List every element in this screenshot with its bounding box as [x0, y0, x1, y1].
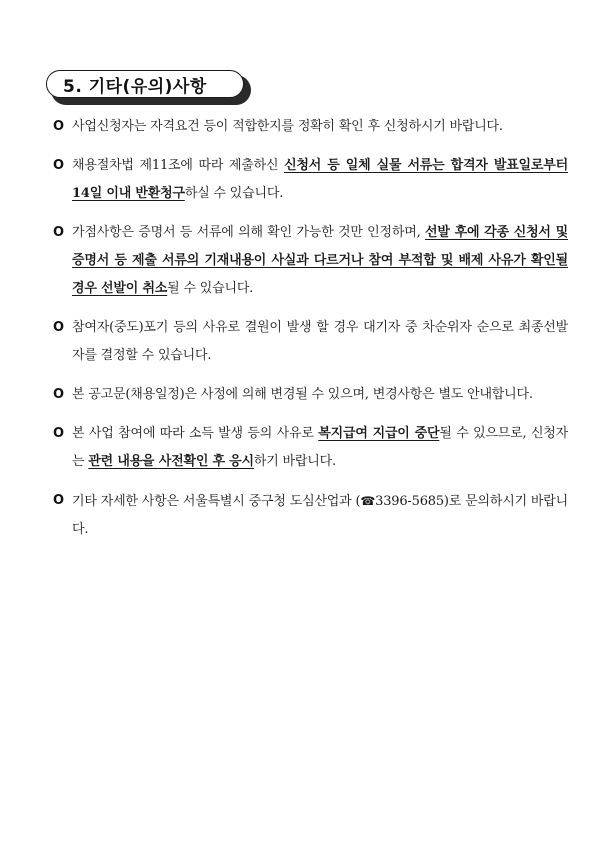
list-item [48, 219, 568, 303]
circle-bullet-icon: O [53, 426, 65, 441]
item-text: 기타 자세한 사항은 서울특별시 중구청 도심산업과 (☎3396-5685)로 문의하시기 바랍니다. [72, 487, 568, 544]
emphasis-text: 신청서 등 일체 실물 서류는 합격자 발표일로부터 14일 이내 반환청구 [72, 158, 568, 201]
phone-number: 3396-5685 [375, 494, 444, 509]
circle-bullet-icon: O [53, 225, 65, 240]
list-item [48, 113, 568, 141]
list-item [48, 381, 568, 409]
circle-bullet-icon: O [53, 387, 65, 402]
notice-list [48, 113, 568, 555]
item-text: 본 사업 참여에 따라 소득 발생 등의 사유로 복지급여 지급이 중단될 수 있으므로, 신청자는 관련 내용을 사전확인 후 응시하기 바랍니다. [72, 426, 569, 469]
circle-bullet-icon: O [53, 119, 65, 134]
list-item [48, 420, 568, 476]
list-item [48, 152, 568, 208]
item-text: 가점사항은 증명서 등 서류에 의해 확인 가능한 것만 인정하며, 선발 후에 각종 신청서 및 증명서 등 제출 서류의 기재내용이 사실과 다르거나 참여 부적합 및 배제 사유가 확인될 경우 선발이 취소될 수 있습니다. [72, 225, 569, 296]
section-title: 5. 기타(유의)사항 [46, 70, 244, 98]
circle-bullet-icon: O [53, 320, 65, 335]
item-text: 참여자(중도)포기 등의 사유로 결원이 발생 할 경우 대기자 중 차순위자 순으로 최종선발자를 결정할 수 있습니다. [72, 320, 568, 363]
list-item [48, 487, 568, 544]
circle-bullet-icon: O [53, 158, 65, 173]
phone-icon: ☎ [360, 494, 376, 508]
emphasis-text: 관련 내용을 사전확인 후 응시 [88, 454, 254, 469]
section-header [46, 70, 250, 104]
item-text: 본 공고문(채용일정)은 사정에 의해 변경될 수 있으며, 변경사항은 별도 안내합니다. [72, 387, 533, 402]
item-text: 채용절차법 제11조에 따라 제출하신 신청서 등 일체 실물 서류는 합격자 발표일로부터 14일 이내 반환청구하실 수 있습니다. [72, 158, 568, 201]
item-text: 사업신청자는 자격요건 등이 적합한지를 정확히 확인 후 신청하시기 바랍니다. [72, 119, 503, 134]
circle-bullet-icon: O [53, 493, 65, 508]
emphasis-text: 선발 후에 각종 신청서 및 증명서 등 제출 서류의 기재내용이 사실과 다르거나 참여 부적합 및 배제 사유가 확인될 경우 선발이 취소 [72, 225, 569, 296]
list-item [48, 314, 568, 370]
emphasis-text: 복지급여 지급이 중단 [318, 426, 440, 441]
